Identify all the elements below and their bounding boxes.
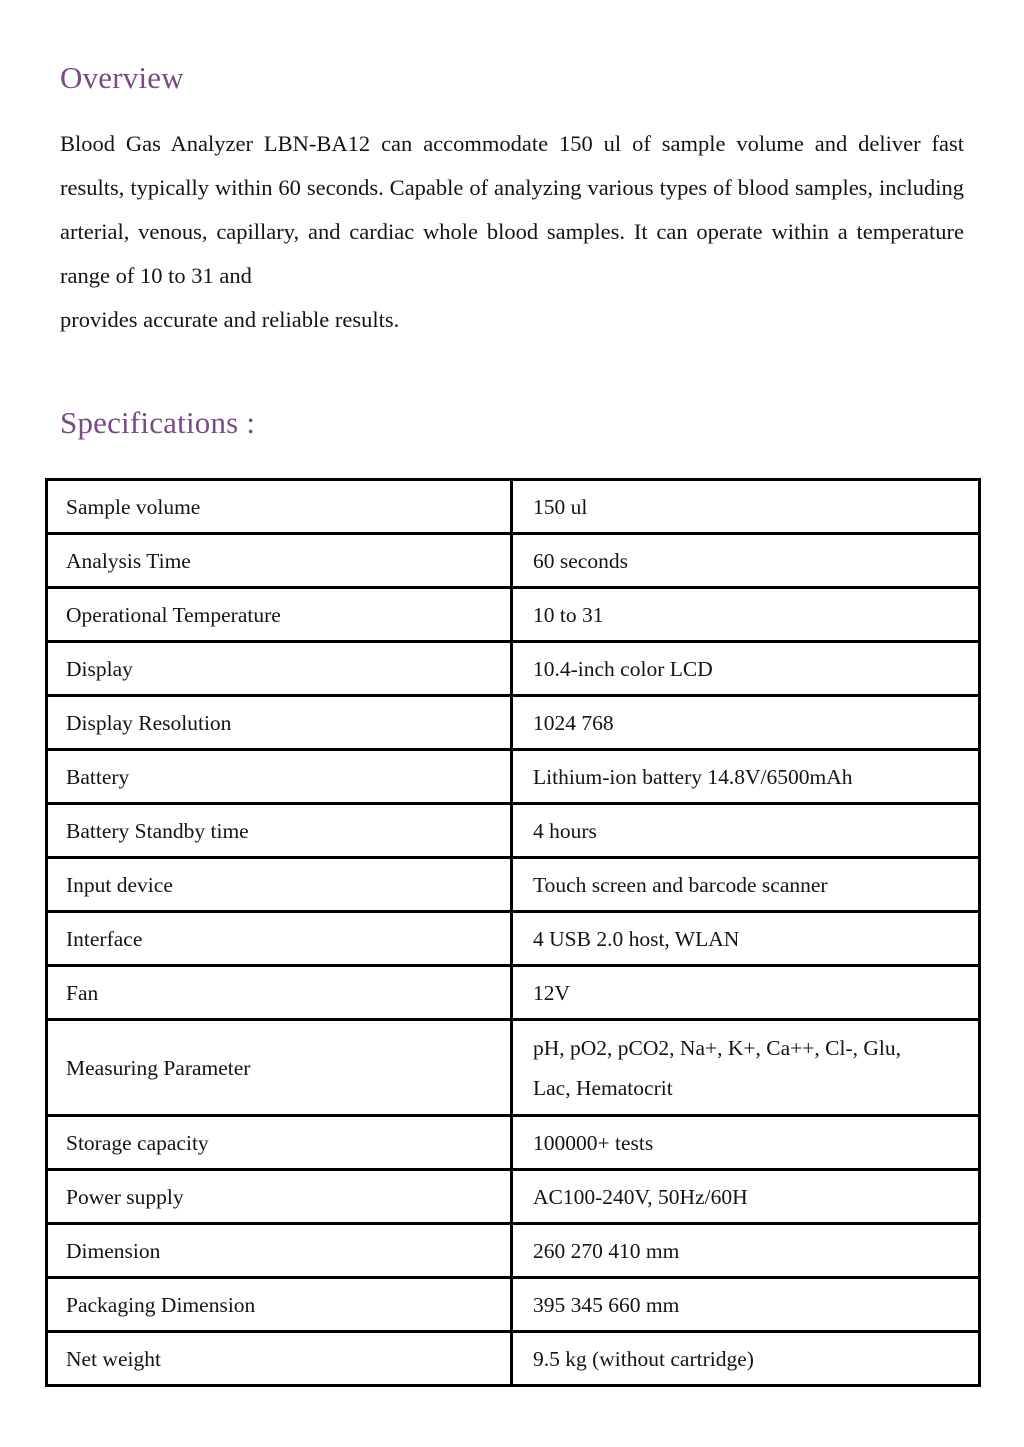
spec-value-cell (512, 480, 980, 534)
spec-label-cell: Dimension (47, 1224, 512, 1278)
spec-label-cell: Storage capacity (47, 1116, 512, 1170)
table-row (47, 858, 980, 912)
spec-label-cell: Sample volume (47, 480, 512, 534)
spec-label-cell: Net weight (47, 1332, 512, 1386)
table-row (47, 1332, 980, 1386)
spec-value-line: 150 ul (533, 494, 588, 519)
table-row (47, 1170, 980, 1224)
table-row (47, 1020, 980, 1116)
spec-value-line: 100000+ tests (533, 1130, 654, 1155)
table-row (47, 1278, 980, 1332)
spec-label-cell: Display (47, 642, 512, 696)
spec-value-line: Lac, Hematocrit (533, 1075, 673, 1100)
spec-value-line: 260 270 410 mm (533, 1238, 680, 1263)
spec-value-cell (512, 966, 980, 1020)
table-row (47, 588, 980, 642)
overview-heading: Overview (60, 60, 184, 95)
spec-label-cell: Display Resolution (47, 696, 512, 750)
specifications-table-body (47, 480, 980, 1386)
spec-value-line: AC100-240V, 50Hz/60H (533, 1184, 748, 1209)
spec-value-cell (512, 1278, 980, 1332)
table-row (47, 696, 980, 750)
table-row (47, 1224, 980, 1278)
spec-value-line: 60 seconds (533, 548, 628, 573)
spec-value-cell (512, 1116, 980, 1170)
table-row (47, 642, 980, 696)
spec-value-cell (512, 912, 980, 966)
spec-label-cell: Battery Standby time (47, 804, 512, 858)
spec-value-line: 395 345 660 mm (533, 1292, 680, 1317)
spec-value-cell (512, 534, 980, 588)
overview-paragraph-body: Blood Gas Analyzer LBN-BA12 can accommodate 150 ul of sample volume and deliver fast results, typically within 60 seconds. Capable of analyzing various types of blood samples, including arterial, venous, capillary, and cardiac whole blood samples. It can operate within a temperature range of 10 to 31 and (60, 131, 964, 288)
spec-value-cell (512, 1170, 980, 1224)
table-row (47, 480, 980, 534)
spec-value-line: 12V (533, 980, 571, 1005)
spec-value-cell (512, 750, 980, 804)
spec-value-line: 9.5 kg (without cartridge) (533, 1346, 754, 1371)
spec-value-line: 4 hours (533, 818, 597, 843)
overview-paragraph-lastline: provides accurate and reliable results. (60, 307, 400, 332)
spec-label-cell: Packaging Dimension (47, 1278, 512, 1332)
spec-value-cell (512, 588, 980, 642)
table-row (47, 804, 980, 858)
table-row (47, 534, 980, 588)
spec-label-cell: Power supply (47, 1170, 512, 1224)
spec-value-cell (512, 858, 980, 912)
spec-label-cell: Operational Temperature (47, 588, 512, 642)
spec-value-line: 1024 768 (533, 710, 614, 735)
spec-value-cell (512, 696, 980, 750)
table-row (47, 750, 980, 804)
spec-label-cell: Battery (47, 750, 512, 804)
spec-label-cell: Input device (47, 858, 512, 912)
spec-value-cell (512, 1224, 980, 1278)
spec-value-cell (512, 642, 980, 696)
spec-value-line: 4 USB 2.0 host, WLAN (533, 926, 740, 951)
spec-label-cell: Fan (47, 966, 512, 1020)
spec-value-line: 10 to 31 (533, 602, 604, 627)
table-row (47, 912, 980, 966)
specifications-table (45, 478, 981, 1387)
specifications-table-container (45, 478, 978, 1387)
spec-value-cell (512, 1020, 980, 1116)
spec-value-line: Lithium-ion battery 14.8V/6500mAh (533, 764, 853, 789)
spec-label-cell: Interface (47, 912, 512, 966)
spec-value-cell (512, 1332, 980, 1386)
specifications-heading: Specifications : (60, 405, 256, 440)
spec-value-line: pH, pO2, pCO2, Na+, K+, Ca++, Cl-, Glu, (533, 1035, 901, 1060)
spec-value-line: Touch screen and barcode scanner (533, 872, 828, 897)
spec-label-cell: Measuring Parameter (47, 1020, 512, 1116)
spec-value-line: 10.4-inch color LCD (533, 656, 713, 681)
table-row (47, 966, 980, 1020)
table-row (47, 1116, 980, 1170)
spec-label-cell: Analysis Time (47, 534, 512, 588)
overview-paragraph (60, 122, 964, 342)
spec-value-cell (512, 804, 980, 858)
